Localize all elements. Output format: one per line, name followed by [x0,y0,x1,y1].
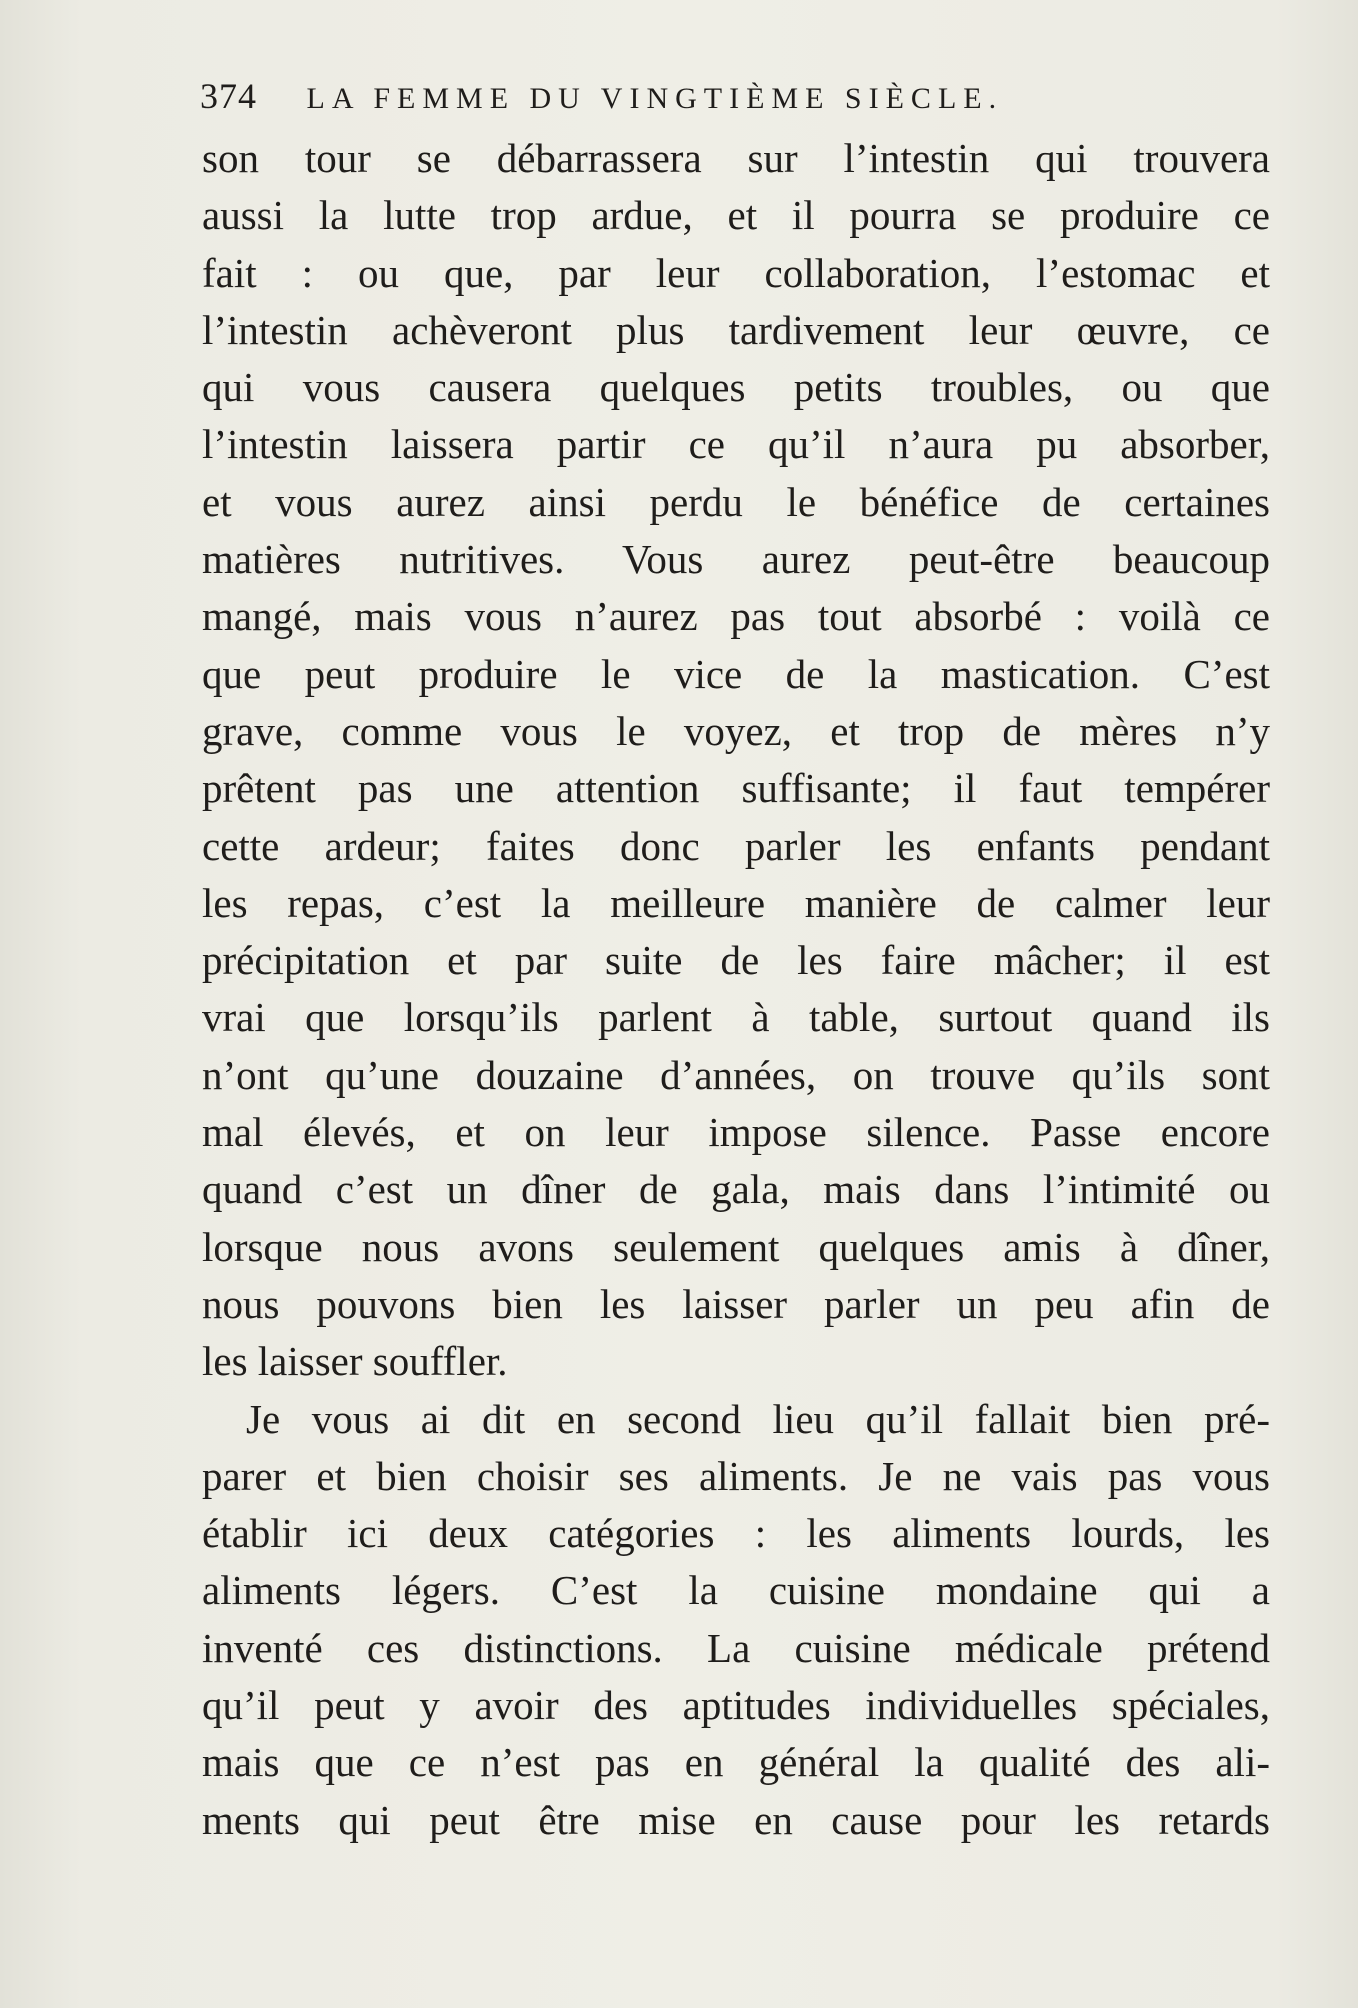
text-line: son tour se débarrassera sur l’intestin qui trouvera [202,135,1270,181]
text-line: et vous aurez ainsi perdu le bénéfice de certaines [202,478,1270,525]
text-line: que peut produire le vice de la mastication. C’est [202,650,1270,697]
text-line: n’ont qu’une douzaine d’années, on trouve qu’ils sont [202,1051,1270,1098]
text-line: ments qui peut être mise en cause pour les retards [202,1796,1270,1843]
text-line: aliments légers. C’est la cuisine mondaine qui a [202,1567,1270,1614]
body-text [202,130,1270,1849]
text-line: l’intestin achèveront plus tardivement leur œuvre, ce [202,306,1270,353]
text-line: cette ardeur; faites donc parler les enfants pendant [202,822,1270,869]
text-line: aussi la lutte trop ardue, et il pourra se produire ce [202,192,1270,239]
text-line: mangé, mais vous n’aurez pas tout absorbé : voilà ce [202,593,1270,640]
text-line: vrai que lorsqu’ils parlent à table, surtout quand ils [202,994,1270,1041]
text-line: les repas, c’est la meilleure manière de calmer leur [202,879,1270,926]
text-line: fait : ou que, par leur collaboration, l’estomac et [202,249,1270,296]
text-line: prêtent pas une attention suffisante; il faut tempérer [202,765,1270,812]
running-head [200,66,1268,126]
text-line: qu’il peut y avoir des aptitudes individuelles spéciales, [202,1682,1270,1729]
text-line: parer et bien choisir ses aliments. Je ne vais pas vous [202,1452,1270,1499]
text-line: nous pouvons bien les laisser parler un peu afin de [202,1280,1270,1327]
text-line: quand c’est un dîner de gala, mais dans l’intimité ou [202,1166,1270,1213]
text-line: matières nutritives. Vous aurez peut-être beaucoup [202,536,1270,583]
text-line: qui vous causera quelques petits troubles, ou que [202,364,1270,411]
paragraph-end-line: les laisser souffler. [202,1338,508,1385]
running-title: LA FEMME DU VINGTIÈME SIÈCLE. [306,82,1004,115]
text-line: inventé ces distinctions. La cuisine médicale prétend [202,1624,1270,1671]
paragraph-start-line: Je vous ai dit en second lieu qu’il fallait bien pré- [246,1395,1270,1442]
text-line: grave, comme vous le voyez, et trop de mères n’y [202,707,1270,754]
text-line: lorsque nous avons seulement quelques amis à dîner, [202,1223,1270,1270]
page-number: 374 [200,76,257,116]
text-line: établir ici deux catégories : les aliments lourds, les [202,1510,1270,1557]
text-line: mal élevés, et on leur impose silence. Passe encore [202,1109,1270,1156]
text-line: mais que ce n’est pas en général la qualité des ali- [202,1739,1270,1786]
text-line: l’intestin laissera partir ce qu’il n’aura pu absorber, [202,421,1270,468]
text-line: précipitation et par suite de les faire mâcher; il est [202,937,1270,984]
